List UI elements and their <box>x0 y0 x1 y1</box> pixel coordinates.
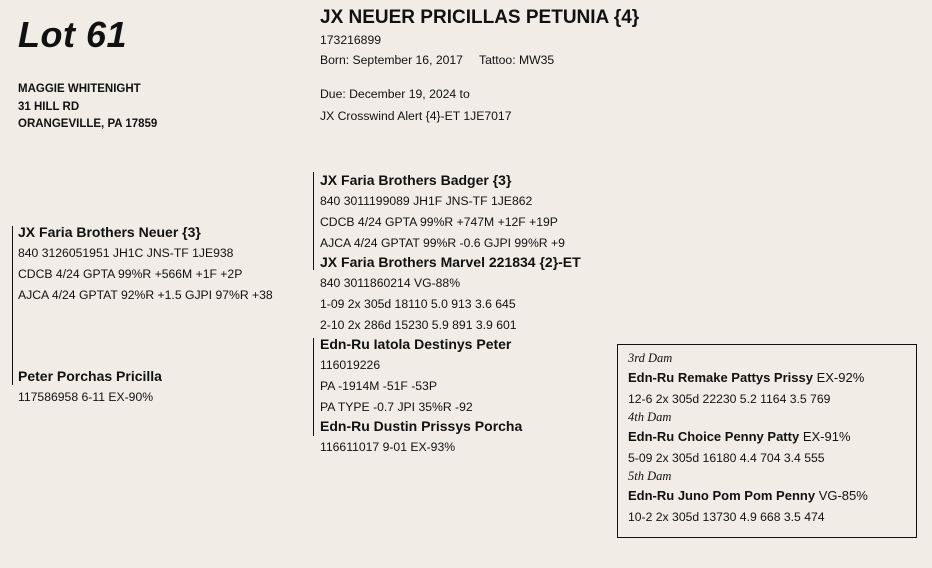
animal-reg: 173216899 <box>320 33 382 47</box>
dam-name-text: Edn-Ru Remake Pattys Prissy <box>628 370 813 385</box>
dam-label: 4th Dam <box>628 410 672 424</box>
consignor-name: MAGGIE WHITENIGHT <box>18 83 141 95</box>
sire-dam-name: JX Faria Brothers Marvel 221834 {2}-ET <box>320 254 581 270</box>
dam-score: EX-92% <box>812 370 865 385</box>
dam-dam-name: Edn-Ru Dustin Prissys Porcha <box>320 418 523 434</box>
sire-sire-line-1: 840 3011199089 JH1F JNS-TF 1JE862 <box>320 194 533 208</box>
sire-sire-name: JX Faria Brothers Badger {3} <box>320 172 512 188</box>
dam-name-text: Edn-Ru Choice Penny Patty <box>628 429 800 444</box>
sire-sire-line-3: AJCA 4/24 GPTAT 99%R -0.6 GJPI 99%R +9 <box>320 236 565 250</box>
extended-dams-box <box>617 344 917 538</box>
consignor-block <box>18 81 157 134</box>
fourth-dam <box>628 409 868 468</box>
dam-sire-line-3: PA TYPE -0.7 JPI 35%R -92 <box>320 400 473 414</box>
fifth-dam <box>628 468 868 527</box>
sire-dam-line-1: 840 3011860214 VG-88% <box>320 276 461 290</box>
third-dam <box>628 350 868 409</box>
sire-side-bracket <box>313 172 314 270</box>
dam-name <box>628 367 868 389</box>
animal-born: Born: September 16, 2017 <box>320 53 463 67</box>
sire-line-2: CDCB 4/24 GPTA 99%R +566M +1F +2P <box>18 267 243 281</box>
dam-name <box>628 485 868 507</box>
dam-score: EX-91% <box>799 429 851 444</box>
animal-tattoo: Tattoo: MW35 <box>479 53 555 67</box>
lot-number: Lot 61 <box>18 14 128 55</box>
sire-line-3: AJCA 4/24 GPTAT 92%R +1.5 GJPI 97%R +38 <box>18 288 273 302</box>
sire-dam-line-2: 1-09 2x 305d 18110 5.0 913 3.6 645 <box>320 297 516 311</box>
sire-sire-line-2: CDCB 4/24 GPTA 99%R +747M +12F +19P <box>320 215 558 229</box>
dam-block <box>18 366 162 408</box>
consignor-city: ORANGEVILLE, PA 17859 <box>18 118 158 130</box>
dam-label: 5th Dam <box>628 469 672 483</box>
dam-dam-line-1: 116611017 9-01 EX-93% <box>320 440 456 454</box>
sire-name: JX Faria Brothers Neuer {3} <box>18 224 201 240</box>
dam-line-1: 117586958 6-11 EX-90% <box>18 390 154 404</box>
sire-dam-block <box>320 252 581 336</box>
sire-sire-block <box>320 170 565 254</box>
sire-line-1: 840 3126051951 JH1C JNS-TF 1JE938 <box>18 246 234 260</box>
dam-side-bracket <box>313 338 314 436</box>
dam-record: 12-6 2x 305d 22230 5.2 1164 3.5 769 <box>628 392 831 406</box>
dam-sire-block <box>320 334 511 418</box>
dams-list <box>628 350 868 527</box>
consignor-address: 31 HILL RD <box>18 100 80 113</box>
dam-name <box>628 426 868 448</box>
animal-name: JX NEUER PRICILLAS PETUNIA {4} <box>320 7 640 28</box>
dam-score: VG-85% <box>815 488 868 503</box>
due-date: Due: December 19, 2024 to <box>320 87 470 101</box>
dam-record: 10-2 2x 305d 13730 4.9 668 3.5 474 <box>628 510 825 524</box>
dam-record: 5-09 2x 305d 16180 4.4 704 3.4 555 <box>628 451 825 465</box>
sire-dam-bracket <box>12 226 13 385</box>
sire-block <box>18 222 273 306</box>
dam-label: 3rd Dam <box>628 351 673 365</box>
dam-sire-line-2: PA -1914M -51F -53P <box>320 379 437 393</box>
service-sire: JX Crosswind Alert {4}-ET 1JE7017 <box>320 109 512 123</box>
dam-dam-block <box>320 416 522 458</box>
dam-sire-line-1: 116019226 <box>320 358 381 372</box>
sire-dam-line-3: 2-10 2x 286d 15230 5.9 891 3.9 601 <box>320 318 517 332</box>
dam-name-text: Edn-Ru Juno Pom Pom Penny <box>628 488 816 503</box>
dam-sire-name: Edn-Ru Iatola Destinys Peter <box>320 336 512 352</box>
dam-name: Peter Porchas Pricilla <box>18 368 162 384</box>
